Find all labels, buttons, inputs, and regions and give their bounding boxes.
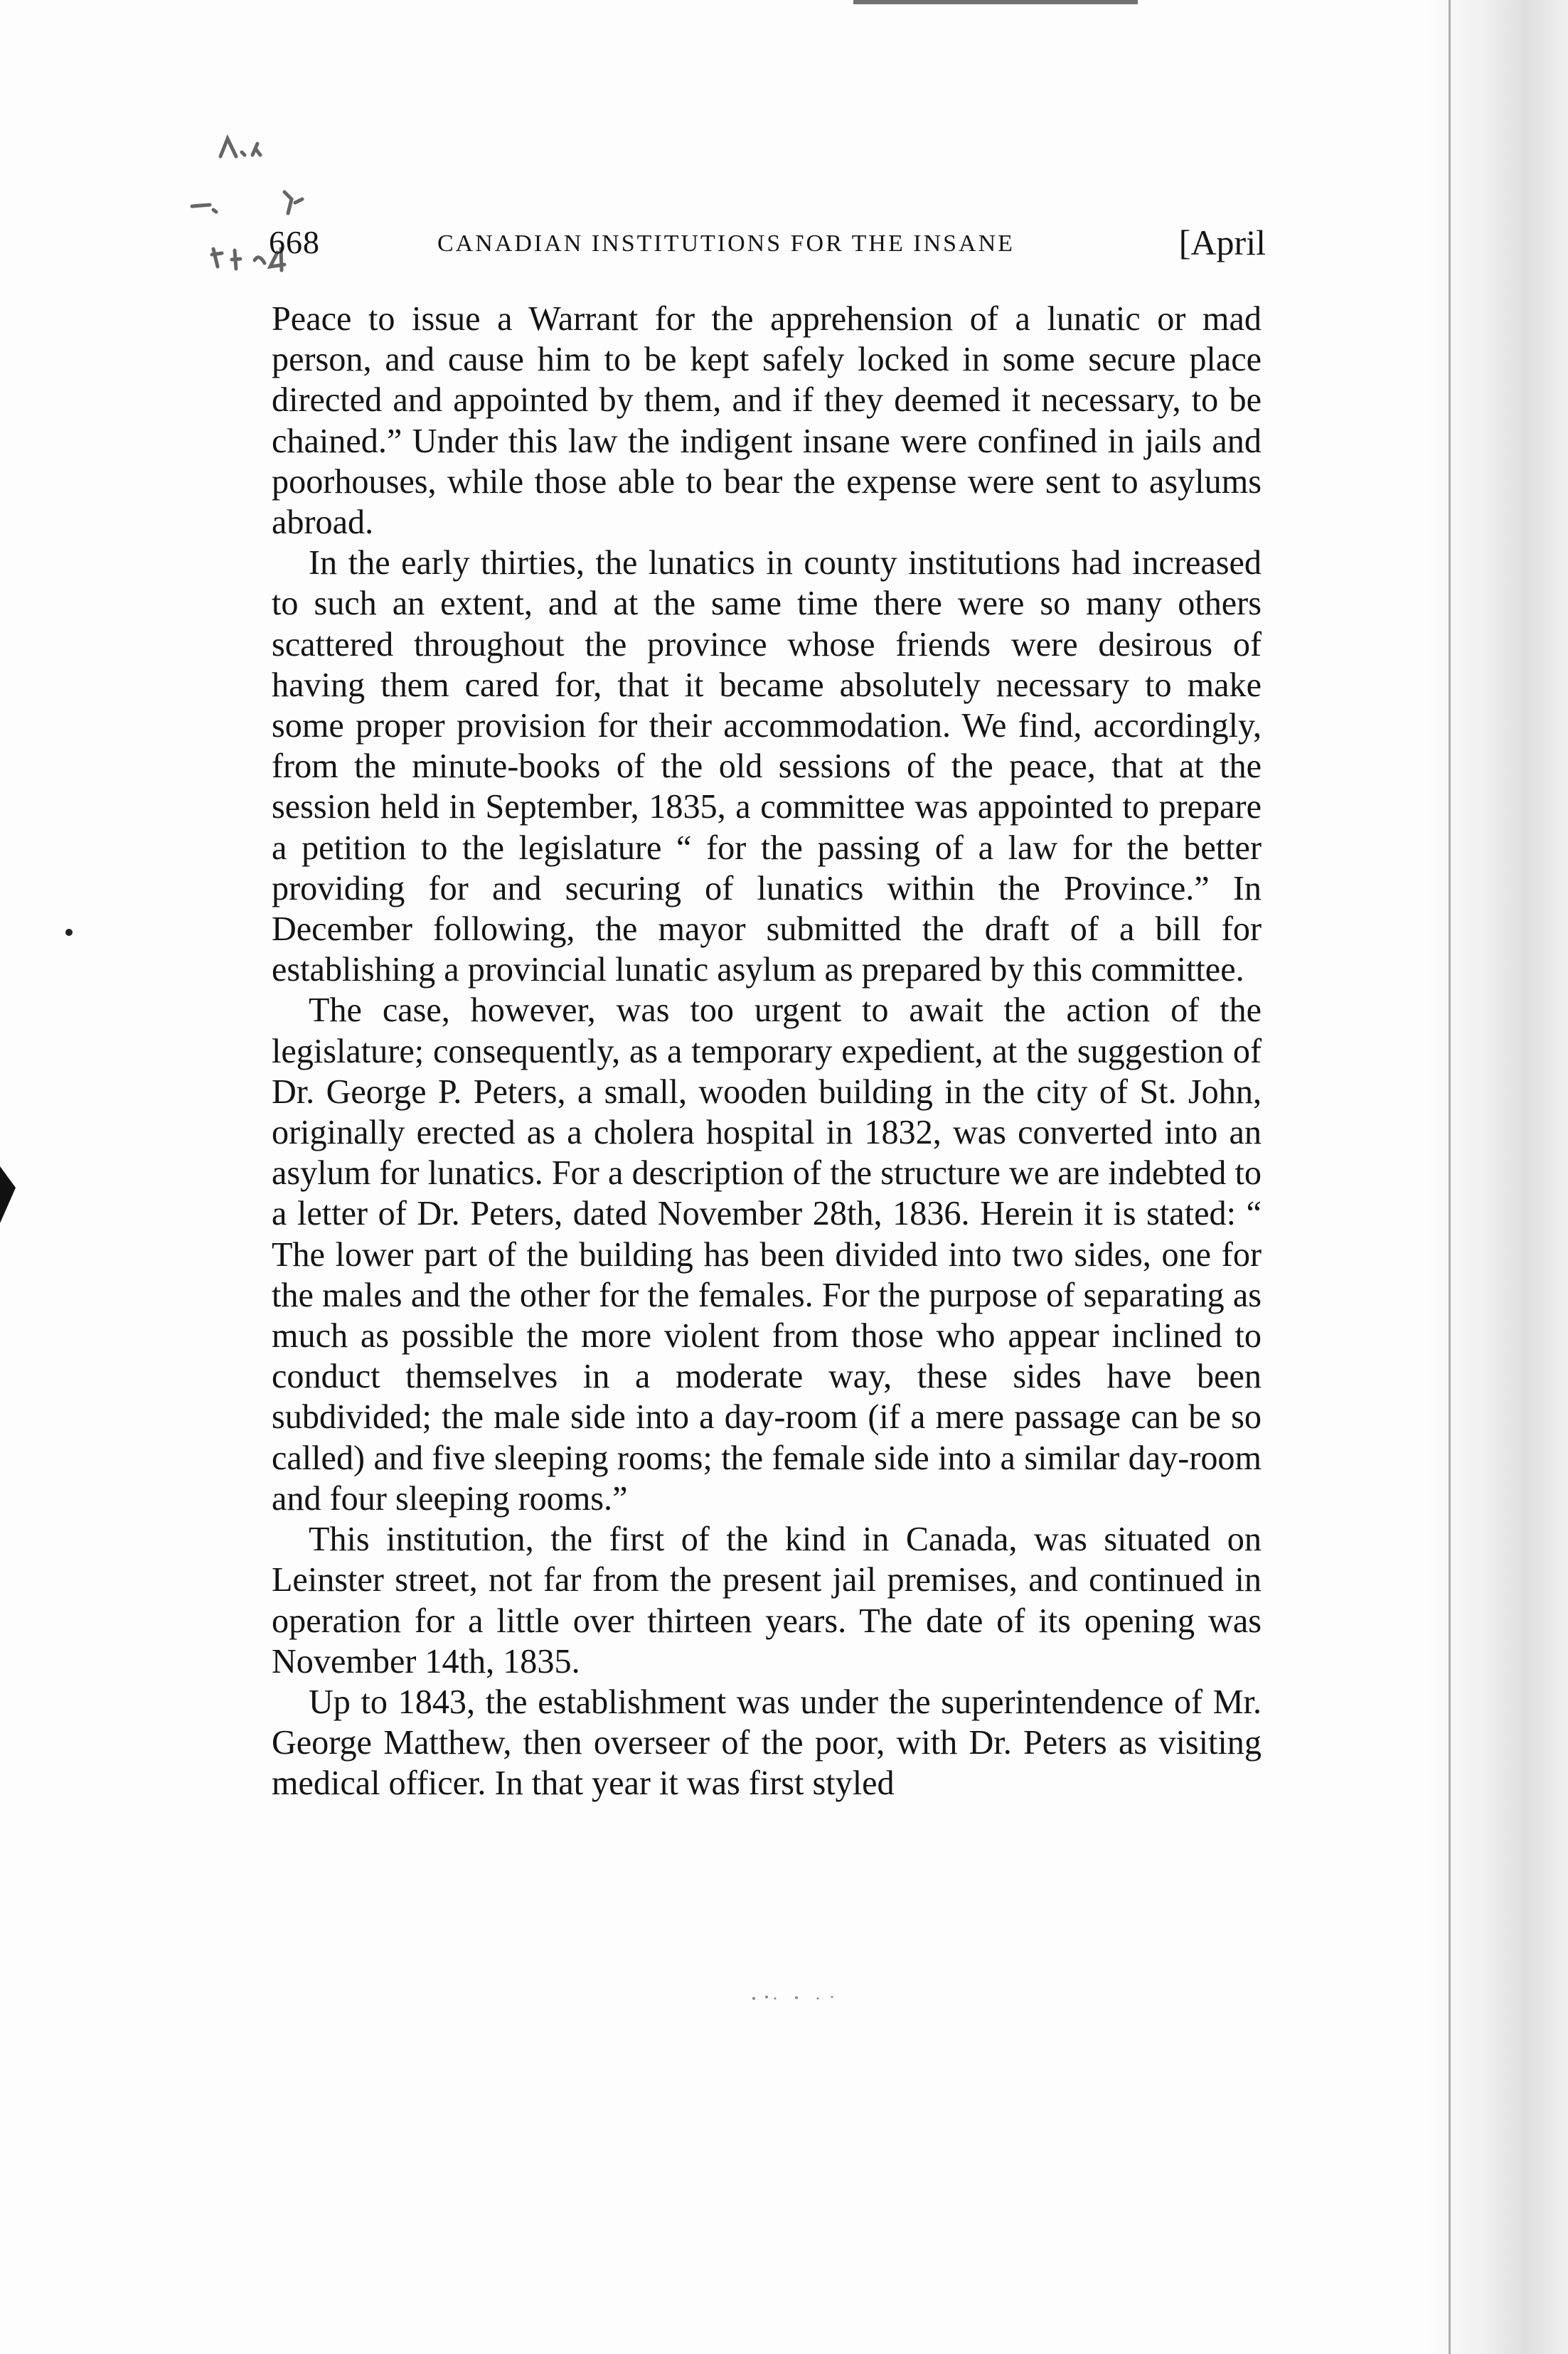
running-header	[256, 213, 1266, 277]
binding-shadow	[1426, 0, 1568, 2354]
page-fold-line	[1449, 0, 1451, 2354]
article-body	[272, 299, 1262, 1913]
margin-dot	[65, 929, 73, 936]
paragraph-3: The case, however, was too urgent to await the action of the legislature; consequently, as a temporary expedient, at the suggestion of Dr. George P. Peters, a small, wooden building in the city of St. John, originally erected as a cholera hospital in 1832, was converted into an asylum for lunatics. For a description of the structure we are indebted to a letter of Dr. Peters, dated November 28th, 1836. Herein it is stated: “ The lower part of the building has been divided into two sides, one for the males and the other for the females. For the purpose of separating as much as possible the more violent from those who appear inclined to conduct themselves in a moderate way, these sides have been subdivided; the male side into a day-room (if a mere passage can be so called) and five sleeping rooms; the female side into a similar day-room and four sleeping rooms.”	[272, 991, 1262, 1518]
running-title: CANADIAN INSTITUTIONS FOR THE INSANE	[437, 230, 1015, 257]
paragraph-4: This institution, the first of the kind in Canada, was situated on Leinster street, not far from the present jail premises, and continued in operation for a little over thirteen years. The date of its opening was November 14th, 1835.	[272, 1520, 1262, 1681]
paragraph-5: Up to 1843, the establishment was under the superintendence of Mr. George Matthew, then overseer of the poor, with Dr. Peters as visiting medical officer. In that year it was first styled	[272, 1683, 1262, 1803]
signature-mark	[747, 1991, 846, 2003]
page-number: 668	[269, 224, 320, 260]
margin-mark	[0, 1166, 16, 1223]
paragraph-2: In the early thirties, the lunatics in county institutions had increased to such an extent, and at the same time there were so many others scattered throughout the province whose friends were desirous of having them cared for, that it became absolutely necessary to make some proper provision for their accommodation. We find, accordingly, from the minute-books of the old sessions of the peace, that at the session held in September, 1835, a committee was appointed to prepare a petition to the legislature “ for the passing of a law for the better providing for and securing of lunatics within the Province.” In December following, the mayor submitted the draft of a bill for establishing a provincial lunatic asylum as prepared by this committee.	[272, 544, 1262, 989]
top-edge-mark	[853, 0, 1138, 4]
issue-month: [April	[1178, 223, 1266, 262]
paragraph-1: Peace to issue a Warrant for the apprehension of a lunatic or mad person, and cause him to be kept safely locked in some secure place directed and appointed by them, and if they deemed it necessary, to be chained.” Under this law the indigent insane were confined in jails and poorhouses, while those able to bear the expense were sent to asylums abroad.	[272, 300, 1262, 542]
